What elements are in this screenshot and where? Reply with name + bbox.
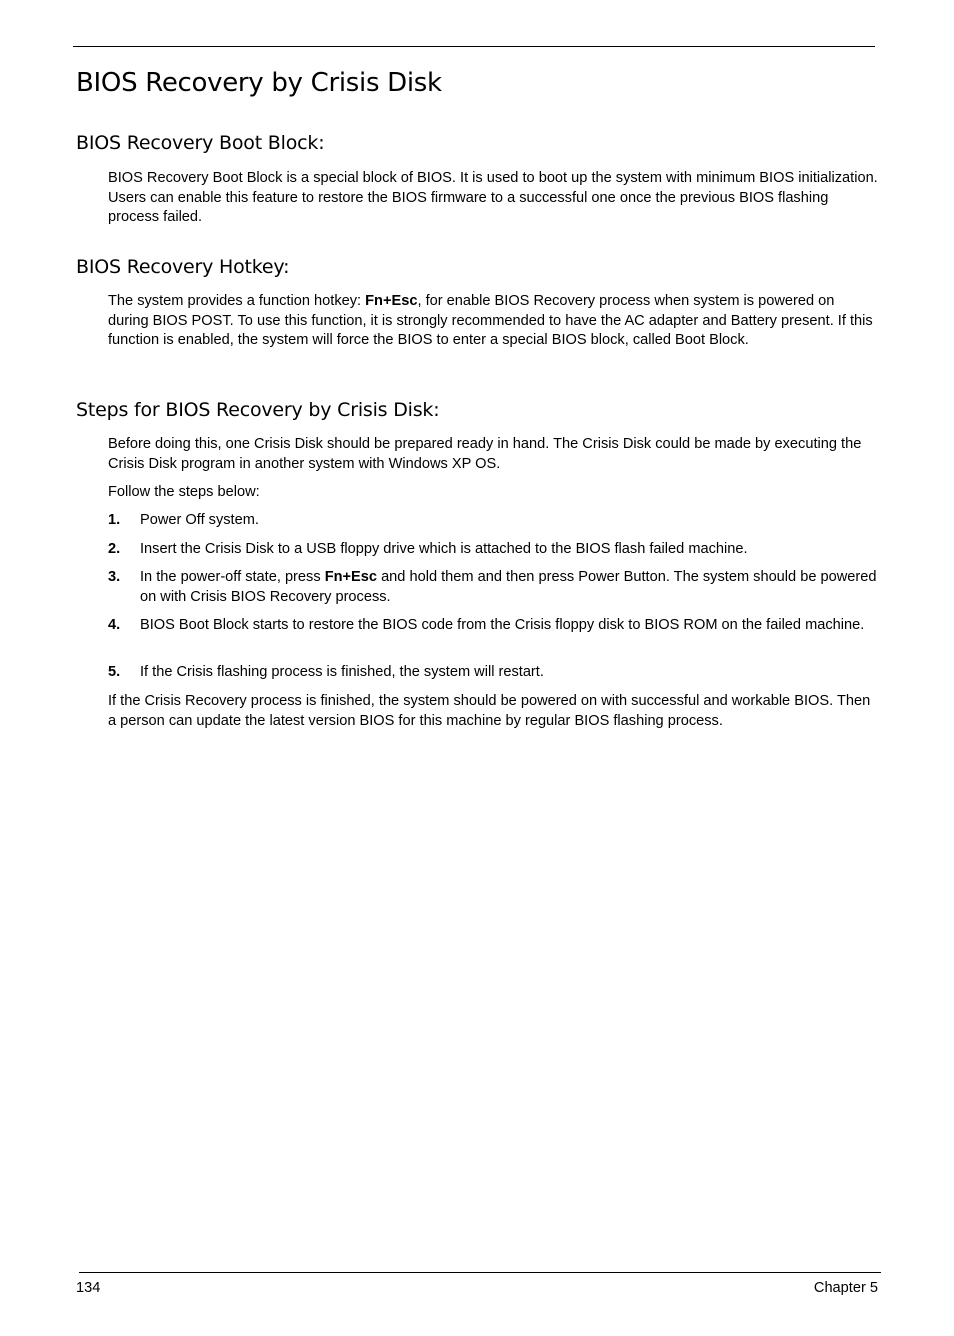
steps-intro-paragraph: Before doing this, one Crisis Disk should be prepared ready in hand. The Crisis Disk could be made by executing the Crisis Disk program in another system with Windows XP OS. [108, 436, 862, 472]
closing-paragraph: If the Crisis Recovery process is finished, the system should be powered on with successful and workable BIOS. Then a person can update the latest version BIOS for this machine by regular BIOS flashing process. [108, 693, 871, 729]
step-number: 5. [108, 664, 121, 680]
step-text: If the Crisis flashing process is finished, the system will restart. [140, 664, 544, 680]
list-item [108, 616, 878, 636]
section-heading-steps: Steps for BIOS Recovery by Crisis Disk: [76, 399, 440, 421]
step-hotkey: Fn+Esc [324, 569, 378, 585]
step-text: Power Off system. [140, 512, 259, 528]
step-text: In the power-off state, press Fn+Esc and hold them and then press Power Button. The system should be powered on with Crisis BIOS Recovery process. [140, 569, 877, 605]
step-text: BIOS Boot Block starts to restore the BIOS code from the Crisis floppy disk to BIOS ROM on the failed machine. [140, 617, 865, 633]
chapter-label: Chapter 5 [813, 1280, 878, 1296]
list-item [108, 568, 878, 607]
step-number: 2. [108, 541, 121, 557]
section-heading-hotkey: BIOS Recovery Hotkey: [76, 256, 290, 278]
step-text: Insert the Crisis Disk to a USB floppy drive which is attached to the BIOS flash failed machine. [140, 541, 748, 557]
section-heading-boot-block: BIOS Recovery Boot Block: [76, 132, 325, 154]
hotkey-paragraph: The system provides a function hotkey: Fn+Esc, for enable BIOS Recovery process when system is powered on during BIOS POST. To use this function, it is strongly recommended to have the AC adapter and Battery present. If this function is enabled, the system will force the BIOS to enter a special BIOS block, called Boot Block. [108, 293, 873, 348]
steps-follow-text: Follow the steps below: [108, 484, 260, 500]
page-number: 134 [76, 1280, 101, 1296]
footer-rule [79, 1272, 881, 1273]
page-title: BIOS Recovery by Crisis Disk [76, 68, 442, 98]
list-item [108, 540, 878, 560]
header-rule [73, 46, 875, 47]
hotkey-combination: Fn+Esc [365, 293, 418, 309]
step-number: 1. [108, 512, 121, 528]
list-item [108, 511, 878, 531]
boot-block-paragraph: BIOS Recovery Boot Block is a special block of BIOS. It is used to boot up the system with minimum BIOS initialization. Users can enable this feature to restore the BIOS firmware to a successful one once the previous BIOS flashing process failed. [108, 170, 878, 225]
list-item [108, 663, 878, 683]
step-number: 3. [108, 569, 121, 585]
step-number: 4. [108, 617, 121, 633]
